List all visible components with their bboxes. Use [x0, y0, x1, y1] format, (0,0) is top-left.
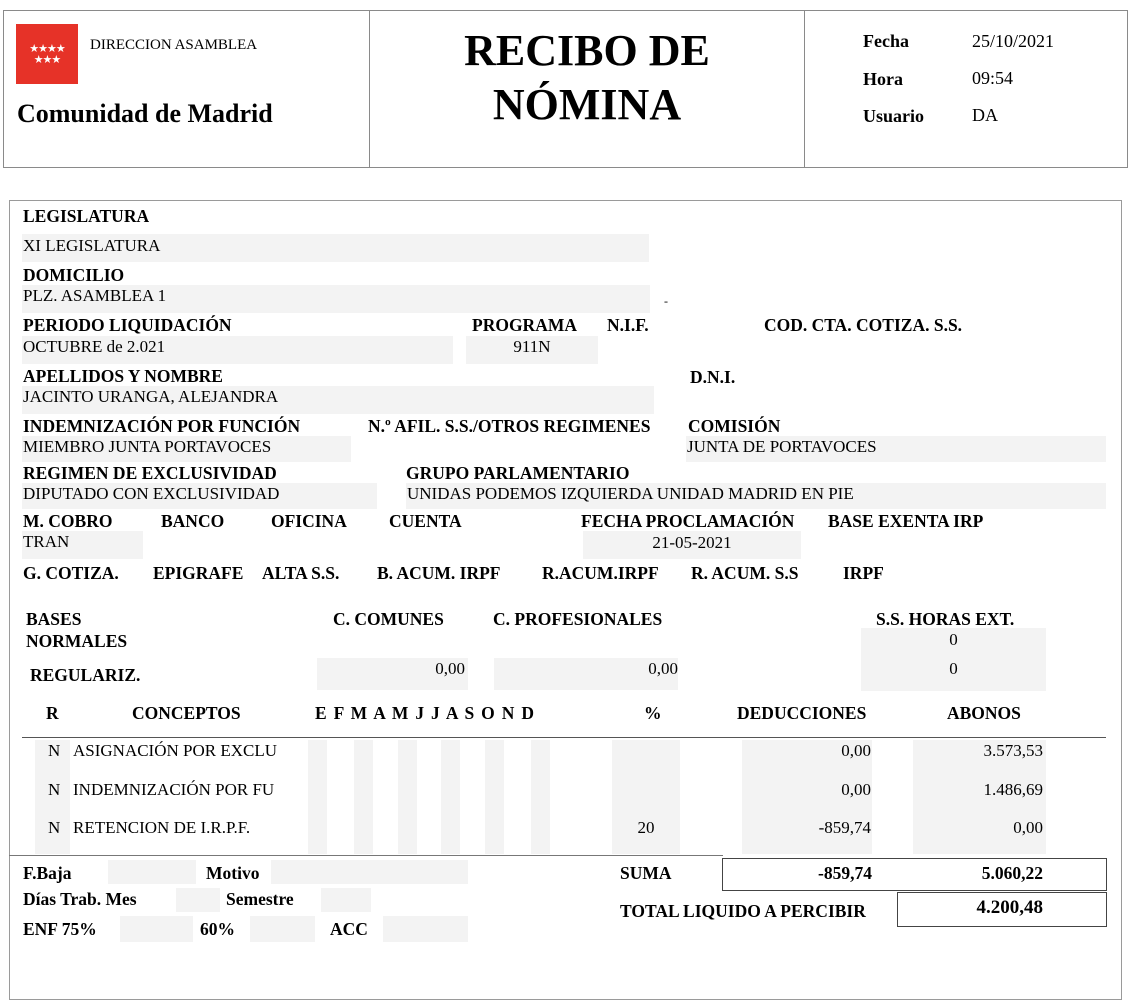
- semestre-label: Semestre: [226, 889, 294, 909]
- domicilio-value: PLZ. ASAMBLEA 1: [23, 286, 167, 305]
- usuario-value: DA: [972, 105, 998, 125]
- row-pct: 20: [637, 818, 655, 837]
- legislatura-value: XI LEGISLATURA: [23, 236, 161, 255]
- bases-label: BASES: [26, 609, 82, 629]
- normales-label: NORMALES: [26, 631, 128, 651]
- grupo-value: UNIDAS PODEMOS IZQUIERDA UNIDAD MADRID EN PIE: [407, 484, 854, 503]
- field-bg: [120, 916, 193, 942]
- base-exenta-label: BASE EXENTA IRP: [828, 511, 984, 531]
- periodo-value: OCTUBRE de 2.021: [23, 337, 166, 356]
- row-deducciones: 0,00: [841, 780, 871, 799]
- header-divider-2: [804, 10, 805, 168]
- apellidos-label: APELLIDOS Y NOMBRE: [23, 366, 223, 386]
- irpf-label: IRPF: [843, 563, 884, 583]
- indemnizacion-value: MIEMBRO JUNTA PORTAVOCES: [23, 437, 272, 456]
- cod-cta-label: COD. CTA. COTIZA. S.S.: [764, 315, 963, 335]
- total-value: 4.200,48: [976, 897, 1043, 918]
- fecha-label: Fecha: [863, 31, 909, 51]
- org-name: Comunidad de Madrid: [17, 99, 273, 128]
- field-bg: [176, 888, 220, 912]
- row-concepto: INDEMNIZACIÓN POR FU: [73, 780, 275, 799]
- racum-ss-label: R. ACUM. S.S: [691, 563, 799, 583]
- usuario-label: Usuario: [863, 106, 925, 126]
- month-col-bg: [531, 740, 550, 854]
- nif-label: N.I.F.: [607, 315, 649, 335]
- col-pct-header: %: [644, 703, 662, 723]
- row-r: N: [48, 780, 61, 799]
- regimen-value: DIPUTADO CON EXCLUSIVIDAD: [23, 484, 280, 503]
- gcotiza-label: G. COTIZA.: [23, 563, 119, 583]
- month-col-bg: [308, 740, 327, 854]
- profesionales-label: C. PROFESIONALES: [493, 609, 663, 629]
- fecha-proclamacion-label: FECHA PROCLAMACIÓN: [581, 511, 795, 531]
- afil-label: N.º AFIL. S.S./OTROS REGIMENES: [368, 416, 651, 436]
- hora-label: Hora: [863, 69, 903, 89]
- domicilio-dash: -: [664, 294, 668, 308]
- mcobro-label: M. COBRO: [23, 511, 113, 531]
- col-conceptos-header: CONCEPTOS: [132, 703, 241, 723]
- regimen-label: REGIMEN DE EXCLUSIVIDAD: [23, 463, 277, 483]
- footer-rule: [9, 855, 723, 856]
- comision-label: COMISIÓN: [688, 416, 781, 436]
- field-bg: [250, 916, 315, 942]
- fbaja-label: F.Baja: [23, 863, 72, 883]
- field-bg: [271, 860, 468, 884]
- month-col-bg: [398, 740, 417, 854]
- org-small-label: DIRECCION ASAMBLEA: [90, 37, 258, 53]
- month-col-bg: [354, 740, 373, 854]
- col-months-header: E F M A M J J A S O N D: [315, 703, 536, 723]
- mcobro-value: TRAN: [23, 532, 70, 551]
- regulariz-label: REGULARIZ.: [30, 665, 141, 685]
- row-abonos: 0,00: [1013, 818, 1043, 837]
- comunes-label: C. COMUNES: [333, 609, 444, 629]
- racum-irpf-label: R.ACUM.IRPF: [542, 563, 659, 583]
- suma-abonos: 5.060,22: [981, 863, 1043, 883]
- ss-horas-label: S.S. HORAS EXT.: [876, 609, 1015, 629]
- indemnizacion-label: INDEMNIZACIÓN POR FUNCIÓN: [23, 416, 301, 436]
- grupo-label: GRUPO PARLAMENTARIO: [406, 463, 630, 483]
- row-concepto: ASIGNACIÓN POR EXCLU: [73, 741, 278, 760]
- row-r: N: [48, 741, 61, 760]
- dni-label: D.N.I.: [690, 367, 736, 387]
- acc-label: ACC: [330, 919, 368, 939]
- regulariz-ss-value: 0: [949, 659, 958, 678]
- col-abonos-header: ABONOS: [947, 703, 1021, 723]
- programa-label: PROGRAMA: [472, 315, 577, 335]
- table-header-rule: [22, 737, 1106, 738]
- legislatura-label: LEGISLATURA: [23, 206, 150, 226]
- cuenta-label: CUENTA: [389, 511, 462, 531]
- enf-label: ENF 75%: [23, 919, 97, 939]
- periodo-label: PERIODO LIQUIDACIÓN: [23, 315, 232, 335]
- fecha-proclamacion-value: 21-05-2021: [652, 533, 732, 552]
- alta-label: ALTA S.S.: [262, 563, 340, 583]
- domicilio-label: DOMICILIO: [23, 265, 125, 285]
- row-concepto: RETENCION DE I.R.P.F.: [73, 818, 251, 837]
- dias-label: Días Trab. Mes: [23, 889, 137, 909]
- row-abonos: 1.486,69: [983, 780, 1043, 799]
- apellidos-value: JACINTO URANGA, ALEJANDRA: [23, 387, 279, 406]
- row-abonos: 3.573,53: [983, 741, 1043, 760]
- row-deducciones: 0,00: [841, 741, 871, 760]
- row-r: N: [48, 818, 61, 837]
- col-r-header: R: [46, 703, 59, 723]
- page-title-line2: NÓMINA: [492, 80, 682, 129]
- field-bg: [108, 860, 196, 884]
- suma-deducciones: -859,74: [818, 863, 872, 883]
- motivo-label: Motivo: [206, 863, 260, 883]
- hora-value: 09:54: [972, 68, 1014, 88]
- normales-ss-value: 0: [949, 630, 958, 649]
- page-title-line1: RECIBO DE: [464, 26, 710, 75]
- field-bg: [383, 916, 468, 942]
- star-icon: ★★★★ ★★★: [29, 42, 65, 66]
- total-label: TOTAL LIQUIDO A PERCIBIR: [620, 901, 866, 921]
- banco-label: BANCO: [161, 511, 225, 531]
- regulariz-comunes-value: 0,00: [435, 659, 465, 678]
- field-bg: [321, 888, 371, 912]
- suma-label: SUMA: [620, 863, 672, 883]
- madrid-logo: [16, 24, 78, 84]
- month-col-bg: [441, 740, 460, 854]
- oficina-label: OFICINA: [271, 511, 347, 531]
- month-col-bg: [485, 740, 504, 854]
- bacum-label: B. ACUM. IRPF: [377, 563, 501, 583]
- comision-value: JUNTA DE PORTAVOCES: [687, 437, 877, 456]
- epigrafe-label: EPIGRAFE: [153, 563, 244, 583]
- fecha-value: 25/10/2021: [972, 31, 1055, 51]
- row-deducciones: -859,74: [818, 818, 871, 837]
- col-deducciones-header: DEDUCCIONES: [737, 703, 867, 723]
- regulariz-profesionales-value: 0,00: [648, 659, 678, 678]
- sesenta-label: 60%: [200, 919, 235, 939]
- programa-value: 911N: [513, 337, 551, 356]
